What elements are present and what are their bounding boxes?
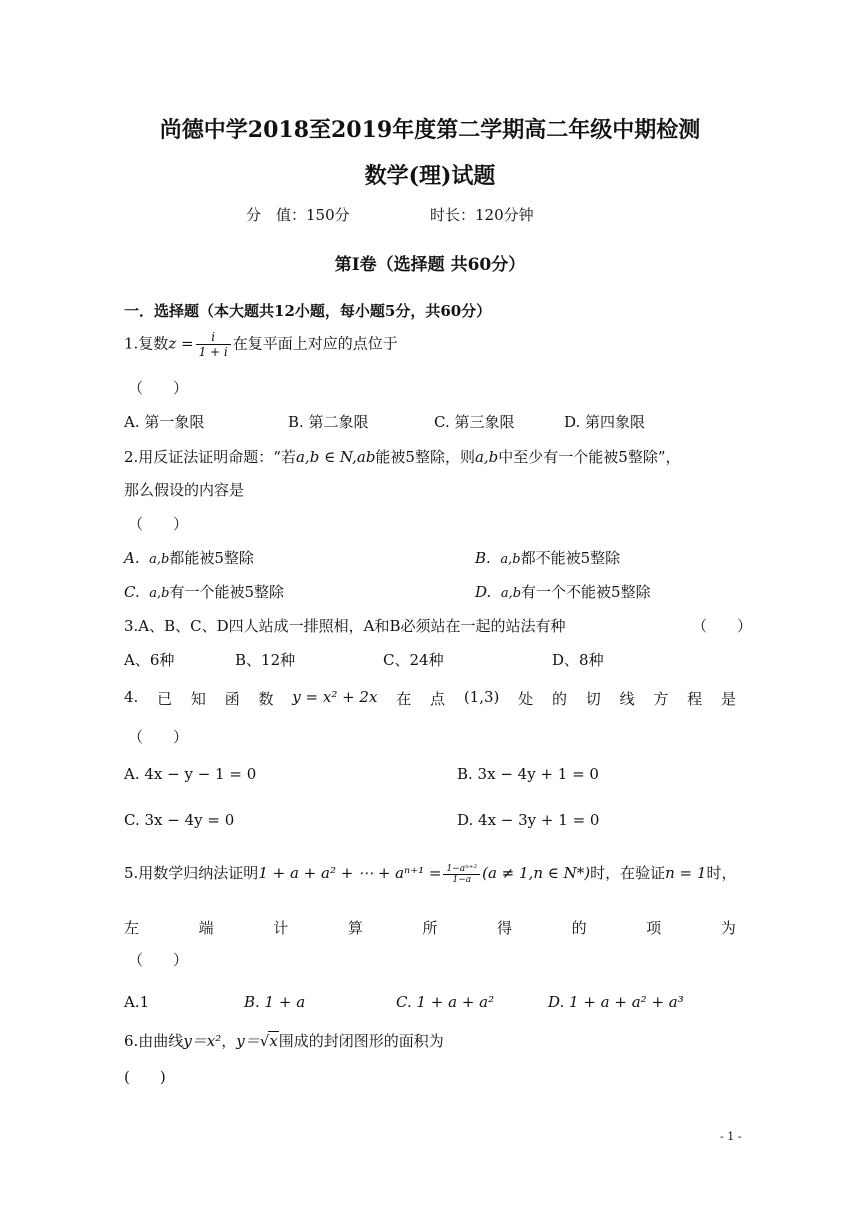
q4-answer-blank: （ ） xyxy=(128,728,189,746)
q4-word: 函 xyxy=(224,690,240,708)
q5-word: 的 xyxy=(571,919,587,937)
q2-option-b-text: 都不能被5整除 xyxy=(520,549,621,567)
q4-word: 4. xyxy=(124,688,139,706)
q1-option-c: C. 第三象限 xyxy=(434,413,515,431)
q5-frac-num: 1−aⁿ⁺² xyxy=(443,864,480,875)
q5-end: 时， xyxy=(706,864,737,882)
q2-option-b-label: B. xyxy=(475,549,491,567)
q5-answer-blank: （ ） xyxy=(128,951,189,969)
q2-option-c xyxy=(124,581,284,602)
question-3: 3.A、B、C、D四人站成一排照相，A和B必须站在一起的站法有种 xyxy=(124,617,566,635)
q5-option-c: C. 1 + a + a² xyxy=(396,993,495,1011)
page-number: - 1 - xyxy=(720,1130,742,1143)
q4-option-b: B. 3x − 4y + 1 = 0 xyxy=(457,765,599,783)
q6-separator: ， xyxy=(221,1032,237,1050)
q5-prefix: 5.用数学归纳法证明 xyxy=(124,864,259,882)
q4-word: 已 xyxy=(157,690,173,708)
q5-mid: 时，在验证 xyxy=(590,864,666,882)
q5-option-a: A.1 xyxy=(124,993,150,1011)
q4-word: 知 xyxy=(190,690,206,708)
q2-option-d-math: a,b xyxy=(500,586,522,601)
q4-word: 点 xyxy=(430,690,446,708)
q2-text-a: 2.用反证法证明命题：“若 xyxy=(124,448,296,466)
duration-info: 时长：120分钟 xyxy=(430,206,534,224)
q4-function: y = x² + 2x xyxy=(292,688,378,706)
q2-option-c-label: C. xyxy=(124,583,140,601)
q6-sqrt-radicand: x xyxy=(269,1032,278,1050)
q4-option-d: D. 4x − 3y + 1 = 0 xyxy=(457,811,600,829)
q6-curve-2: y＝√ xyxy=(236,1032,270,1050)
q4-word: 的 xyxy=(551,690,567,708)
question-1 xyxy=(124,330,398,359)
question-5 xyxy=(124,862,736,885)
q5-word: 计 xyxy=(273,919,289,937)
q5-word: 算 xyxy=(347,919,363,937)
q2-text-c: 中至少有一个能被5整除”， xyxy=(498,448,681,466)
question-4 xyxy=(124,688,736,709)
q6-curve-1: y＝x² xyxy=(183,1032,222,1050)
q2-option-a xyxy=(124,547,254,568)
q5-frac-den: 1−a xyxy=(452,874,472,885)
q2-text-b: 能被5整除，则 xyxy=(375,448,475,466)
q5-condition: (a ≠ 1,n ∈ N*) xyxy=(482,864,591,882)
q5-word: 项 xyxy=(646,919,662,937)
q5-formula: 1 + a + a² + ⋯ + aⁿ⁺¹ = xyxy=(258,864,442,882)
q2-math-a: a,b ∈ N,ab xyxy=(295,448,376,466)
q4-word: 处 xyxy=(518,690,534,708)
q3-option-d: D、8种 xyxy=(552,651,604,669)
q3-option-a: A、6种 xyxy=(124,651,175,669)
q2-option-a-text: 都能被5整除 xyxy=(169,549,254,567)
q1-option-b: B. 第二象限 xyxy=(288,413,369,431)
q5-word: 端 xyxy=(198,919,214,937)
q1-var: z = xyxy=(168,334,194,353)
q4-option-a: A. 4x − y − 1 = 0 xyxy=(124,765,257,783)
q3-option-c: C、24种 xyxy=(383,651,444,669)
q2-line-2: 那么假设的内容是 xyxy=(124,481,245,499)
q6-answer-blank: ( ) xyxy=(124,1068,166,1086)
q4-word: 程 xyxy=(687,690,703,708)
q1-option-a: A. 第一象限 xyxy=(124,413,205,431)
q4-word: 数 xyxy=(258,690,274,708)
q2-option-b xyxy=(475,547,620,568)
q6-suffix: 围成的封闭图形的面积为 xyxy=(278,1032,444,1050)
q5-word: 为 xyxy=(720,919,736,937)
q4-word: 线 xyxy=(619,690,635,708)
q4-word: 切 xyxy=(585,690,601,708)
q1-suffix: 在复平面上对应的点位于 xyxy=(232,334,398,353)
q2-option-d-text: 有一个不能被5整除 xyxy=(521,583,651,601)
q2-option-c-math: a,b xyxy=(149,586,170,601)
q3-option-b: B、12种 xyxy=(235,651,296,669)
q5-word: 所 xyxy=(422,919,438,937)
q4-word: 在 xyxy=(396,690,412,708)
q1-frac-den: 1 + i xyxy=(198,345,228,359)
question-6 xyxy=(124,1030,444,1051)
exam-title: 尚德中学2018至2019年度第二学期高二年级中期检测 xyxy=(159,117,701,143)
q4-point: (1,3) xyxy=(463,688,500,706)
q3-answer-blank: （ ） xyxy=(692,617,753,635)
q2-option-d-label: D. xyxy=(475,583,492,601)
score-info: 分 值：150分 xyxy=(246,206,350,224)
q1-prefix: 1.复数 xyxy=(124,334,169,353)
q2-math-b: a,b xyxy=(474,448,499,466)
q2-option-a-math: a,b xyxy=(149,552,170,567)
q5-option-b: B. 1 + a xyxy=(244,993,306,1011)
q2-option-b-math: a,b xyxy=(500,552,521,567)
q5-word: 得 xyxy=(497,919,513,937)
q4-option-c: C. 3x − 4y = 0 xyxy=(124,811,235,829)
q1-fraction xyxy=(196,330,231,359)
q2-answer-blank: （ ） xyxy=(128,515,189,533)
q5-option-d: D. 1 + a + a² + a³ xyxy=(548,993,684,1011)
q5-n-equals-1: n = 1 xyxy=(665,864,707,882)
q5-fraction xyxy=(443,864,480,885)
section-title: 第Ⅰ卷（选择题 共60分） xyxy=(334,255,526,275)
q2-option-a-label: A. xyxy=(124,549,140,567)
q5-word: 左 xyxy=(124,919,140,937)
q2-option-c-text: 有一个能被5整除 xyxy=(169,583,285,601)
q5-line-2 xyxy=(124,917,736,938)
q6-prefix: 6.由曲线 xyxy=(124,1032,184,1050)
question-2 xyxy=(124,446,681,467)
q1-answer-blank: （ ） xyxy=(128,379,189,397)
q1-frac-num: i xyxy=(196,330,231,345)
q2-option-d xyxy=(475,581,651,602)
q1-option-d: D. 第四象限 xyxy=(564,413,646,431)
exam-subtitle: 数学(理)试题 xyxy=(364,163,496,189)
section-instruction: 一．选择题（本大题共12小题，每小题5分，共60分） xyxy=(124,302,492,320)
q4-word: 方 xyxy=(653,690,669,708)
q4-word: 是 xyxy=(720,690,736,708)
